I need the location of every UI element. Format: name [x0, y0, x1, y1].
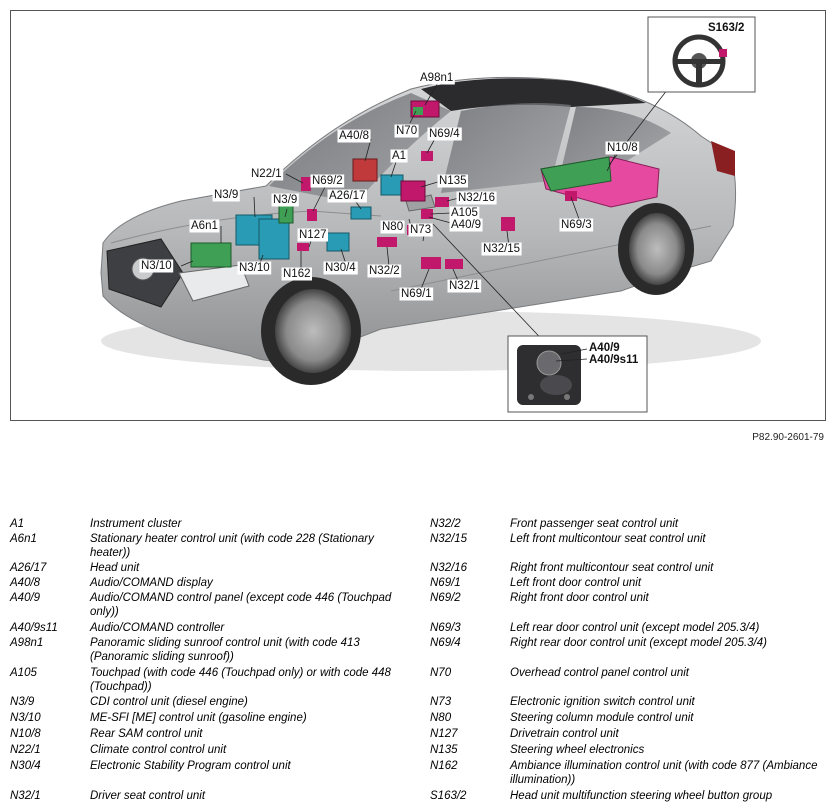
unit-n69-2	[307, 209, 317, 221]
callout-label: N69/3	[561, 219, 592, 231]
legend-description: Climate control control unit	[90, 744, 227, 756]
callout-label: N32/16	[458, 192, 496, 204]
unit-n3-10	[259, 219, 289, 259]
legend-code: A1	[10, 518, 25, 530]
unit-a1	[381, 175, 403, 195]
callout-label: N3/10	[141, 260, 172, 272]
legend-description: Audio/COMAND display	[90, 577, 213, 589]
callout-label: N32/1	[449, 280, 480, 292]
legend-code: N80	[430, 712, 452, 724]
inset-steering-label: S163/2	[708, 22, 745, 34]
callout-label: N135	[439, 175, 467, 187]
callout-label: N32/15	[483, 243, 521, 255]
legend-code: A40/8	[10, 577, 41, 589]
inset-controller-label-1: A40/9	[589, 342, 620, 354]
legend-description: Drivetrain control unit	[510, 728, 619, 740]
callout-label: N162	[283, 268, 311, 280]
legend-description: Steering column module control unit	[510, 712, 694, 724]
legend-description: Overhead control panel control unit	[510, 667, 689, 679]
callout-label: N32/2	[369, 265, 400, 277]
legend-description: Audio/COMAND controller	[90, 622, 225, 634]
callout-label: N30/4	[325, 262, 356, 274]
legend-description: Right rear door control unit (except model 205.3/4)	[510, 637, 767, 649]
legend-code: A40/9	[10, 592, 41, 604]
legend-code: N22/1	[10, 744, 41, 756]
legend-description: Instrument cluster	[90, 518, 182, 530]
legend-description: Left front multicontour seat control unit	[510, 533, 706, 545]
legend-description: Head unit multifunction steering wheel button group	[510, 790, 773, 802]
callout-label: N69/4	[429, 128, 460, 140]
callout-label: N70	[396, 125, 418, 137]
legend-description: Stationary heater control unit (with code 228 (Stationary heater))	[90, 533, 374, 559]
legend-code: N127	[430, 728, 458, 740]
legend-description: Panoramic sliding sunroof control unit (with code 413 (Panoramic sliding sunroof))	[90, 637, 360, 663]
legend-code: A98n1	[10, 637, 44, 649]
unit-n69-3	[565, 191, 577, 201]
callout-label: A40/8	[339, 130, 370, 142]
legend-code: N32/15	[430, 533, 468, 545]
callout-label: N127	[299, 229, 327, 241]
unit-a40-8	[353, 159, 377, 181]
legend-code: N30/4	[10, 760, 41, 772]
callout-label: N80	[382, 221, 404, 233]
callout-label: N69/2	[312, 175, 343, 187]
legend-description: Electronic Stability Program control unit	[90, 760, 291, 772]
legend-code: N70	[430, 667, 452, 679]
callout-label: A40/9	[451, 219, 482, 231]
callout-label: N3/9	[273, 194, 298, 206]
legend-description: Front passenger seat control unit	[510, 518, 679, 530]
legend-code: A26/17	[10, 562, 47, 574]
legend-description: Electronic ignition switch control unit	[510, 696, 695, 708]
inset-steering-wheel	[648, 17, 755, 92]
diagram-canvas	[11, 11, 826, 421]
legend-code: N69/2	[430, 592, 461, 604]
legend-description: Left front door control unit	[510, 577, 642, 589]
legend-description: Steering wheel electronics	[510, 744, 645, 756]
legend-code: A40/9s11	[10, 622, 58, 634]
legend-description: Head unit	[90, 562, 140, 574]
legend-code: N135	[430, 744, 458, 756]
legend-code: N69/3	[430, 622, 461, 634]
legend-code: N32/1	[10, 790, 41, 802]
callout-label: N69/1	[401, 288, 432, 300]
legend-description: Touchpad (with code 446 (Touchpad only) or with code 448 (Touchpad))	[90, 667, 391, 693]
unit-n162	[297, 243, 309, 251]
callout-label: N3/10	[239, 262, 270, 274]
unit-n22-1	[301, 177, 311, 191]
callout-label: N3/9	[214, 189, 239, 201]
callout-label: A98n1	[420, 72, 454, 84]
unit-n32-1	[445, 259, 463, 269]
unit-a6n1	[191, 243, 231, 267]
callout-label: N10/8	[607, 142, 638, 154]
legend-description: CDI control unit (diesel engine)	[90, 696, 248, 708]
callout-label: A6n1	[191, 220, 218, 232]
legend-description: Ambiance illumination control unit (with code 877 (Ambiance illumination))	[510, 760, 818, 786]
legend-description: Right front multicontour seat control unit	[510, 562, 714, 574]
legend-code: N162	[430, 760, 458, 772]
legend-description: Audio/COMAND control panel (except code 446 (Touchpad only))	[90, 592, 392, 618]
legend-code: N32/2	[430, 518, 461, 530]
legend-code: N10/8	[10, 728, 41, 740]
unit-n30-4	[327, 233, 349, 251]
unit-n32-15	[501, 217, 515, 231]
vehicle-diagram	[10, 10, 826, 421]
legend-code: N3/9	[10, 696, 35, 708]
legend-description: Driver seat control unit	[90, 790, 206, 802]
legend-code: N73	[430, 696, 452, 708]
callout-label: A1	[392, 150, 407, 162]
callout-label: N73	[410, 224, 432, 236]
legend-code: A105	[10, 667, 37, 679]
inset-controller	[508, 336, 647, 412]
inset-controller-label-2: A40/9s11	[589, 354, 639, 366]
legend-description: Rear SAM control unit	[90, 728, 203, 740]
unit-n69-1	[421, 257, 441, 269]
callout-label: N22/1	[251, 168, 282, 180]
legend-code: A6n1	[10, 533, 37, 545]
callout-label: A105	[451, 207, 478, 219]
unit-n32-16	[435, 197, 449, 207]
unit-n135	[401, 181, 425, 201]
legend-code: N32/16	[430, 562, 468, 574]
legend-code: N3/10	[10, 712, 41, 724]
legend-code: S163/2	[430, 790, 467, 802]
callout-label: A26/17	[329, 190, 366, 202]
legend-description: Right front door control unit	[510, 592, 649, 604]
unit-n32-2	[377, 237, 397, 247]
legend-description: ME-SFI [ME] control unit (gasoline engine)	[90, 712, 307, 724]
figure-reference: P82.90-2601-79	[752, 432, 824, 443]
legend-code: N69/4	[430, 637, 461, 649]
legend-description: Left rear door control unit (except model 205.3/4)	[510, 622, 760, 634]
legend-code: N69/1	[430, 577, 461, 589]
